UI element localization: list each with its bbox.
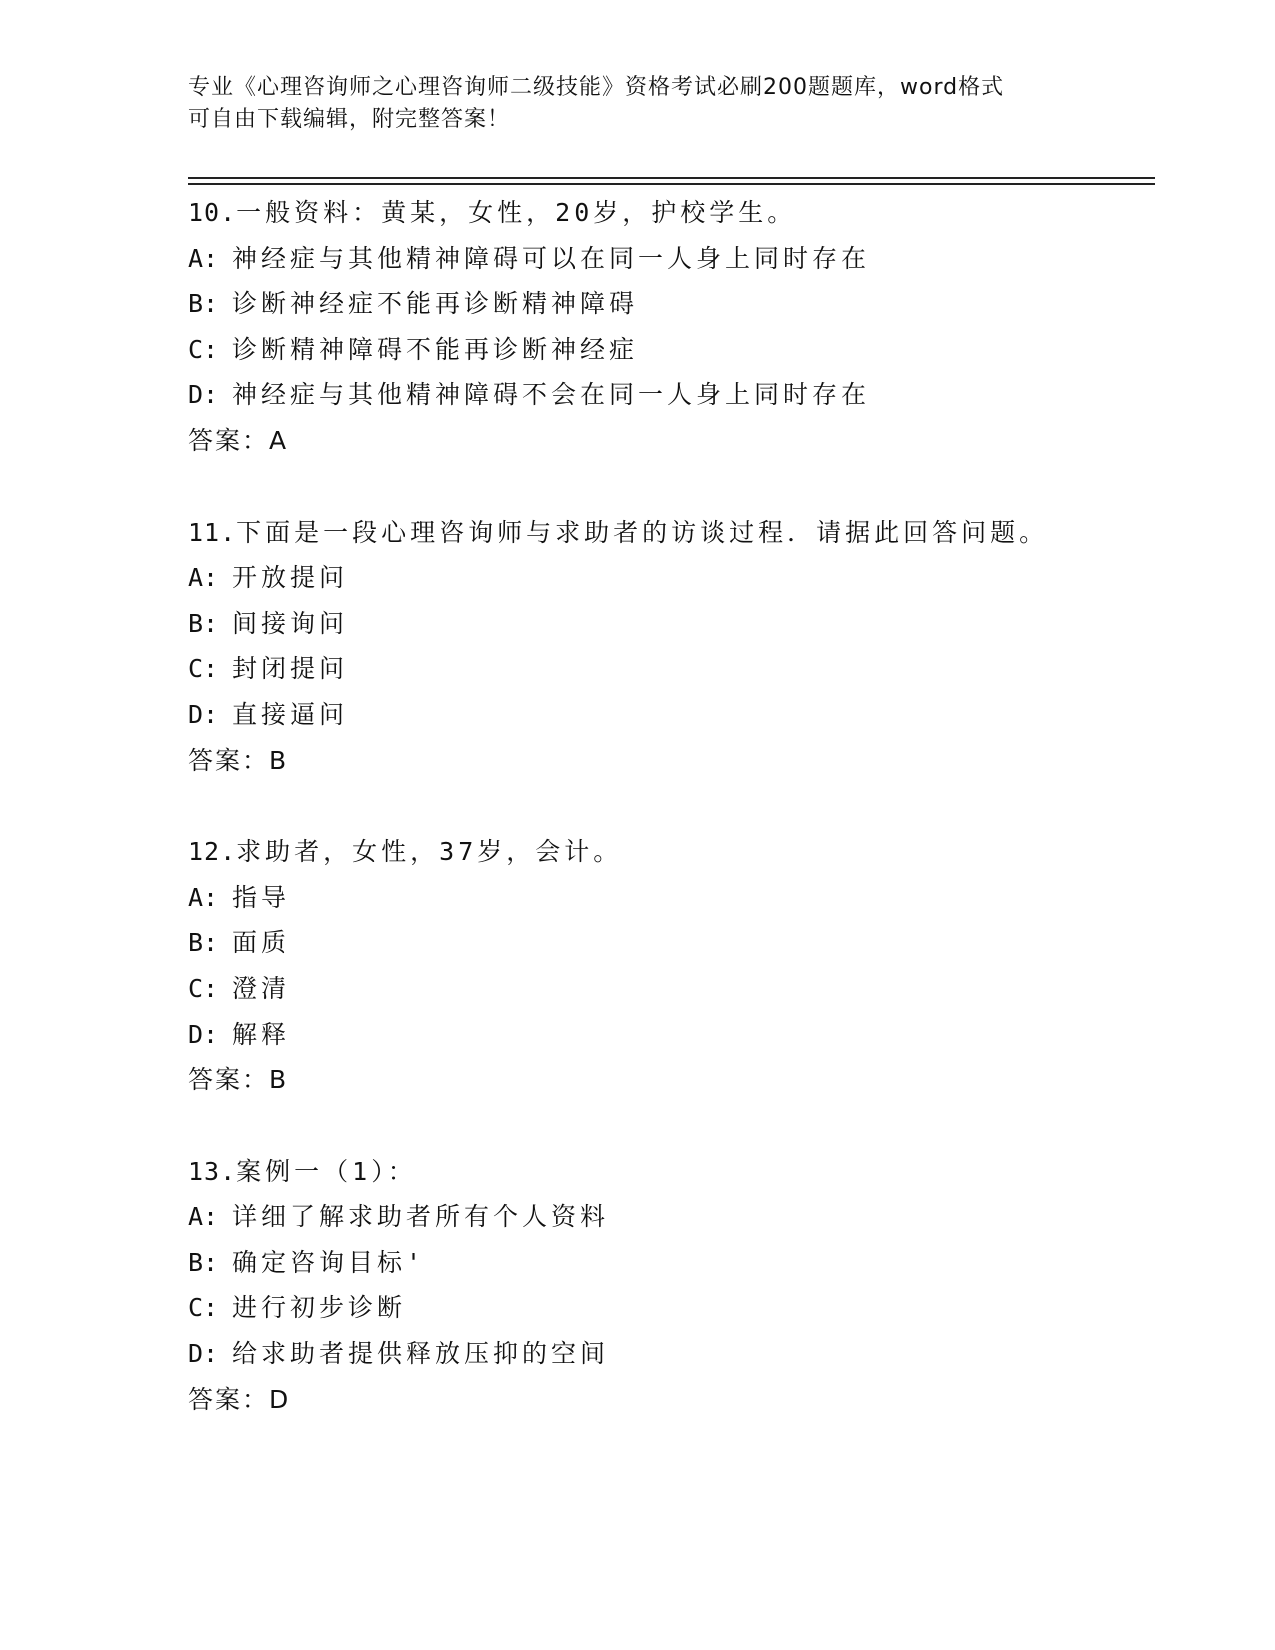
question-stem xyxy=(188,190,1148,236)
question-number: 10. xyxy=(188,198,237,227)
option-d xyxy=(188,692,1148,738)
option-c xyxy=(188,966,1148,1012)
option-letter: C: xyxy=(188,654,219,684)
answer-line: 答案：A xyxy=(188,425,289,455)
answer-line: 答案：B xyxy=(188,745,289,775)
option-text: 进行初步诊断 xyxy=(232,1293,407,1323)
option-letter: D: xyxy=(188,1339,219,1369)
option-a xyxy=(188,555,1148,601)
option-letter: D: xyxy=(188,380,219,410)
header-divider-bottom xyxy=(188,183,1155,185)
question-13 xyxy=(188,1149,1148,1423)
option-letter: A: xyxy=(188,1202,219,1232)
option-letter: D: xyxy=(188,1019,219,1049)
question-list xyxy=(188,190,1148,1468)
option-text: 给求助者提供释放压抑的空间 xyxy=(232,1339,610,1369)
header-divider-top xyxy=(188,177,1155,179)
option-b xyxy=(188,281,1148,327)
question-text: 一般资料：黄某，女性，20岁，护校学生。 xyxy=(236,198,797,227)
option-b xyxy=(188,601,1148,647)
option-text: 诊断神经症不能再诊断精神障碍 xyxy=(232,289,639,319)
option-b xyxy=(188,920,1148,966)
option-text: 神经症与其他精神障碍可以在同一人身上同时存在 xyxy=(232,243,871,273)
option-b xyxy=(188,1240,1148,1286)
option-letter: C: xyxy=(188,334,219,364)
option-letter: C: xyxy=(188,1293,219,1323)
question-stem xyxy=(188,1149,1148,1195)
option-text: 诊断精神障碍不能再诊断神经症 xyxy=(232,334,639,364)
option-text: 详细了解求助者所有个人资料 xyxy=(232,1202,610,1232)
answer-line: 答案：D xyxy=(188,1384,291,1414)
question-10 xyxy=(188,190,1148,464)
question-text: 案例一（1）： xyxy=(236,1156,417,1186)
option-c xyxy=(188,646,1148,692)
option-letter: A: xyxy=(188,563,219,593)
option-text: 指导 xyxy=(232,882,291,912)
header-line-1: 专业《心理咨询师之心理咨询师二级技能》资格考试必刷200题题库，word格式 xyxy=(188,75,1005,100)
option-letter: B: xyxy=(188,289,219,319)
option-c xyxy=(188,327,1148,373)
option-letter: A: xyxy=(188,243,219,273)
option-letter: B: xyxy=(188,608,219,638)
question-12 xyxy=(188,829,1148,1103)
option-text: 澄清 xyxy=(232,973,291,1003)
option-text: 封闭提问 xyxy=(232,654,349,684)
option-text: 面质 xyxy=(232,928,291,958)
option-a xyxy=(188,1194,1148,1240)
option-a xyxy=(188,875,1148,921)
question-11 xyxy=(188,510,1148,784)
option-letter: D: xyxy=(188,699,219,729)
option-d xyxy=(188,1012,1148,1058)
option-c xyxy=(188,1285,1148,1331)
question-stem xyxy=(188,510,1148,556)
option-text: 解释 xyxy=(232,1019,291,1049)
question-text: 求助者，女性，37岁，会计。 xyxy=(236,837,623,867)
option-letter: B: xyxy=(188,928,219,958)
answer-line: 答案：B xyxy=(188,1065,289,1095)
question-number: 11. xyxy=(188,517,237,547)
option-text: 神经症与其他精神障碍不会在同一人身上同时存在 xyxy=(232,380,871,410)
option-letter: A: xyxy=(188,882,219,912)
question-text: 下面是一段心理咨询师与求助者的访谈过程．请据此回答问题。 xyxy=(236,517,1049,547)
option-letter: B: xyxy=(188,1247,219,1277)
option-text: 开放提问 xyxy=(232,563,349,593)
document-header xyxy=(188,72,1088,136)
option-d xyxy=(188,372,1148,418)
option-letter: C: xyxy=(188,973,219,1003)
option-text: 直接逼问 xyxy=(232,699,349,729)
header-line-2: 可自由下载编辑，附完整答案！ xyxy=(188,107,511,132)
option-text: 间接询问 xyxy=(232,608,349,638)
question-number: 12. xyxy=(188,837,237,867)
option-a xyxy=(188,236,1148,282)
option-text: 确定咨询目标' xyxy=(232,1247,426,1277)
option-d xyxy=(188,1331,1148,1377)
question-stem xyxy=(188,829,1148,875)
question-number: 13. xyxy=(188,1156,237,1186)
